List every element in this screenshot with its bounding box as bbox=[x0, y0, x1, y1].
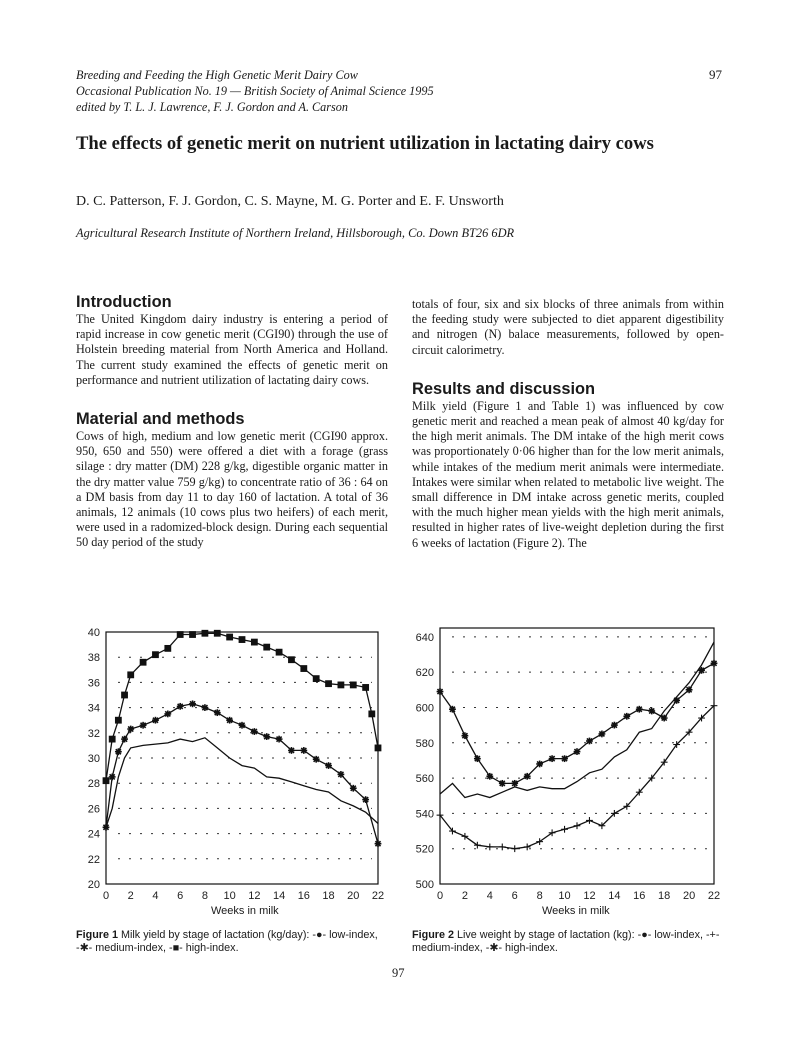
introduction-text: The United Kingdom dairy industry is entering a period of rapid increase in cow genetic merit (CGI90) through the use of Holstein breeding material from North America and Holland. The current study examined the effects of genetic merit on performance and nutrient utilization of lactating dairy cows. bbox=[76, 312, 388, 387]
data-point-high-index bbox=[599, 731, 606, 738]
x-tick-label: 12 bbox=[248, 890, 261, 902]
data-point-high-index bbox=[368, 711, 375, 718]
data-point-medium-index bbox=[127, 726, 134, 733]
data-point-high-index bbox=[586, 738, 593, 745]
y-tick-label: 40 bbox=[87, 627, 100, 639]
data-point-high-index bbox=[263, 644, 270, 651]
data-point-medium-index bbox=[202, 704, 209, 711]
series-low-index bbox=[440, 642, 714, 797]
data-point-high-index bbox=[164, 645, 171, 652]
plot-frame bbox=[106, 632, 378, 884]
left-column bbox=[76, 293, 388, 551]
page-number-top: 97 bbox=[709, 67, 722, 82]
data-point-medium-index bbox=[362, 796, 369, 803]
x-tick-label: 14 bbox=[272, 890, 286, 902]
figure-2-xlabel: Weeks in milk bbox=[542, 905, 610, 917]
y-tick-label: 36 bbox=[87, 677, 100, 690]
data-point-high-index bbox=[313, 675, 320, 682]
x-tick-label: 12 bbox=[583, 890, 596, 902]
x-tick-label: 18 bbox=[322, 890, 335, 902]
data-point-high-index bbox=[202, 630, 209, 637]
data-point-medium-index bbox=[115, 748, 122, 755]
y-tick-label: 560 bbox=[415, 773, 434, 786]
data-point-high-index bbox=[375, 745, 382, 752]
data-point-medium-index bbox=[375, 840, 382, 847]
results-heading: Results and discussion bbox=[412, 379, 596, 398]
introduction-heading: Introduction bbox=[76, 293, 172, 311]
data-point-high-index bbox=[251, 639, 258, 646]
x-tick-label: 10 bbox=[223, 890, 236, 902]
data-point-high-index bbox=[623, 713, 630, 720]
data-point-high-index bbox=[449, 706, 456, 713]
x-tick-label: 8 bbox=[201, 890, 208, 902]
x-tick-label: 20 bbox=[347, 890, 360, 902]
data-point-high-index bbox=[511, 780, 518, 787]
data-point-medium-index bbox=[325, 762, 332, 769]
data-point-medium-index bbox=[338, 771, 345, 778]
data-point-medium-index bbox=[288, 747, 295, 754]
data-point-high-index bbox=[226, 634, 233, 641]
data-point-high-index bbox=[300, 665, 307, 672]
figure-1-chart bbox=[70, 618, 400, 903]
data-point-medium-index bbox=[177, 703, 184, 710]
x-tick-label: 0 bbox=[436, 890, 444, 902]
x-tick-label: 18 bbox=[658, 890, 671, 902]
data-point-high-index bbox=[109, 736, 116, 743]
series-line-high-index bbox=[440, 663, 714, 783]
data-point-high-index bbox=[362, 684, 369, 691]
y-tick-label: 24 bbox=[87, 828, 100, 841]
data-point-medium-index bbox=[276, 736, 283, 743]
data-point-high-index bbox=[152, 651, 159, 658]
y-tick-label: 28 bbox=[87, 778, 100, 791]
methods-text: Cows of high, medium and low genetic merit (CGI90 approx. 950, 650 and 550) were offered a diet with a forage (grass silage : dry matter (DM) 228 g/kg, digestible organic matter in the dry matter value 759 g/kg) to concentrate ratio of 36 : 64 on a DM basis from day 11 to day 160 of lactation. A total of 36 animals, 12 animals (10 cows plus two heifers) of each merit, were used in a radomized-block design. During each sequential 50 day period of the study bbox=[76, 429, 388, 550]
data-point-high-index bbox=[499, 780, 506, 787]
data-point-high-index bbox=[437, 688, 444, 695]
figure-2-caption-text: Live weight by stage of lactation (kg): -●- low-index, -+- medium-index, -✱- high-index. bbox=[412, 929, 720, 954]
x-tick-label: 16 bbox=[297, 890, 310, 902]
data-point-medium-index bbox=[263, 733, 270, 740]
x-tick-label: 4 bbox=[152, 890, 159, 902]
series-high-index bbox=[437, 660, 718, 787]
x-tick-label: 14 bbox=[608, 890, 621, 902]
y-tick-label: 30 bbox=[87, 753, 100, 765]
data-point-medium-index bbox=[574, 822, 581, 829]
running-header-line-3: edited by T. L. J. Lawrence, F. J. Gordon and A. Carson bbox=[76, 100, 348, 114]
data-point-high-index bbox=[711, 660, 718, 667]
data-point-medium-index bbox=[586, 817, 593, 824]
x-tick-label: 10 bbox=[558, 890, 571, 902]
data-point-medium-index bbox=[214, 709, 221, 716]
figure-1-caption bbox=[76, 929, 396, 955]
figure-2-caption bbox=[412, 929, 732, 955]
data-point-high-index bbox=[325, 680, 332, 687]
figure-2-svg bbox=[404, 618, 734, 903]
y-tick-label: 32 bbox=[87, 727, 100, 740]
y-tick-label: 600 bbox=[415, 702, 434, 715]
data-point-medium-index bbox=[251, 728, 258, 735]
figure-1-caption-text: Milk yield by stage of lactation (kg/day): -●- low-index, -✱- medium-index, -■- high-index. bbox=[76, 929, 378, 954]
data-point-medium-index bbox=[511, 845, 518, 852]
series-medium-index bbox=[103, 700, 382, 847]
y-tick-label: 620 bbox=[415, 667, 434, 680]
data-point-high-index bbox=[140, 659, 147, 666]
data-point-high-index bbox=[350, 682, 357, 689]
series-line-high-index bbox=[106, 633, 378, 780]
figure-1-caption-label: Figure 1 bbox=[76, 929, 118, 941]
data-point-medium-index bbox=[152, 717, 159, 724]
y-tick-label: 520 bbox=[415, 843, 434, 856]
y-tick-label: 20 bbox=[87, 879, 100, 891]
data-point-high-index bbox=[189, 631, 196, 638]
y-tick-label: 540 bbox=[415, 808, 434, 821]
y-tick-label: 640 bbox=[415, 631, 434, 644]
series-line-low-index bbox=[106, 738, 378, 828]
data-point-high-index bbox=[611, 722, 618, 729]
data-point-high-index bbox=[288, 656, 295, 663]
data-point-high-index bbox=[686, 686, 693, 693]
series-line-low-index bbox=[440, 642, 714, 797]
x-tick-label: 22 bbox=[371, 890, 385, 902]
x-tick-label: 2 bbox=[127, 890, 134, 902]
data-point-high-index bbox=[239, 636, 246, 643]
data-point-high-index bbox=[673, 697, 680, 704]
y-tick-label: 34 bbox=[87, 702, 100, 715]
running-header-line-1: Breeding and Feeding the High Genetic Merit Dairy Cow bbox=[76, 68, 358, 82]
data-point-high-index bbox=[462, 732, 469, 739]
x-tick-label: 0 bbox=[102, 890, 110, 902]
y-tick-label: 500 bbox=[415, 879, 434, 891]
data-point-medium-index bbox=[103, 824, 110, 831]
data-point-medium-index bbox=[239, 722, 246, 729]
data-point-medium-index bbox=[121, 736, 128, 743]
data-point-medium-index bbox=[350, 785, 357, 792]
data-point-medium-index bbox=[109, 774, 116, 781]
affiliation: Agricultural Research Institute of Northern Ireland, Hillsborough, Co. Down BT26 6DR bbox=[76, 226, 515, 240]
data-point-high-index bbox=[214, 630, 221, 637]
data-point-high-index bbox=[486, 773, 493, 780]
data-point-medium-index bbox=[140, 722, 147, 729]
series-medium-index bbox=[437, 702, 718, 852]
figure-2-chart bbox=[404, 618, 734, 903]
data-point-high-index bbox=[276, 649, 283, 656]
series-high-index bbox=[103, 630, 382, 784]
data-point-high-index bbox=[648, 708, 655, 715]
figure-2-caption-label: Figure 2 bbox=[412, 929, 454, 941]
data-point-high-index bbox=[338, 682, 345, 689]
y-tick-label: 38 bbox=[87, 652, 100, 665]
data-point-medium-index bbox=[499, 844, 506, 851]
x-tick-label: 16 bbox=[633, 890, 646, 902]
page-number-bottom: 97 bbox=[392, 966, 405, 980]
data-point-medium-index bbox=[524, 844, 531, 851]
data-point-high-index bbox=[536, 761, 543, 768]
data-point-medium-index bbox=[561, 826, 568, 833]
x-tick-label: 6 bbox=[511, 890, 518, 902]
methods-text-continued: totals of four, six and six blocks of three animals from within the feeding study were subjected to diet apparent digestibility and nitrogen (N) balace measurements, followed by open-circuit calorimetry. bbox=[412, 297, 724, 357]
data-point-medium-index bbox=[189, 700, 196, 707]
data-point-high-index bbox=[474, 755, 481, 762]
data-point-high-index bbox=[115, 717, 122, 724]
x-tick-label: 6 bbox=[177, 890, 184, 902]
figure-1-svg bbox=[70, 618, 400, 903]
results-text: Milk yield (Figure 1 and Table 1) was influenced by cow genetic merit and reached a mean peak of almost 40 kg/day for the high merit animals. The DM intake of the high merit cows was proportionately 0·06 higher than for the low merit animals, while intakes of the medium merit animals were intermediate. Intakes were similar when related to metabolic live weight. The small difference in DM intake across genetic merits, coupled with the much higher mean yields with the high merit animals, resulted in higher rates of live-weight depletion during the first 6 weeks of lactation (Figure 2). The bbox=[412, 398, 724, 550]
data-point-high-index bbox=[636, 706, 643, 713]
data-point-high-index bbox=[524, 773, 531, 780]
paper-title: The effects of genetic merit on nutrient utilization in lactating dairy cows bbox=[76, 133, 654, 154]
x-tick-label: 2 bbox=[461, 890, 468, 902]
data-point-high-index bbox=[127, 671, 134, 678]
data-point-high-index bbox=[177, 631, 184, 638]
data-point-medium-index bbox=[313, 756, 320, 763]
data-point-medium-index bbox=[486, 844, 493, 851]
data-point-high-index bbox=[121, 692, 128, 699]
methods-heading: Material and methods bbox=[76, 410, 245, 429]
x-tick-label: 4 bbox=[486, 890, 493, 902]
data-point-high-index bbox=[549, 755, 556, 762]
data-point-medium-index bbox=[300, 747, 307, 754]
x-tick-label: 20 bbox=[682, 890, 696, 902]
y-tick-label: 22 bbox=[87, 853, 100, 866]
right-column bbox=[412, 297, 724, 551]
data-point-high-index bbox=[103, 777, 110, 784]
y-tick-label: 26 bbox=[87, 803, 100, 816]
data-point-medium-index bbox=[164, 711, 171, 718]
series-low-index bbox=[106, 738, 378, 828]
y-tick-label: 580 bbox=[415, 737, 434, 750]
x-tick-label: 8 bbox=[536, 890, 543, 902]
data-point-medium-index bbox=[226, 717, 233, 724]
data-point-high-index bbox=[661, 715, 668, 722]
x-tick-label: 22 bbox=[707, 890, 721, 902]
running-header-line-2: Occasional Publication No. 19 — British Society of Animal Science 1995 bbox=[76, 84, 434, 98]
authors: D. C. Patterson, F. J. Gordon, C. S. Mayne, M. G. Porter and E. F. Unsworth bbox=[76, 194, 504, 209]
data-point-high-index bbox=[574, 748, 581, 755]
data-point-high-index bbox=[561, 755, 568, 762]
figure-1-xlabel: Weeks in milk bbox=[211, 905, 279, 917]
data-point-high-index bbox=[698, 667, 705, 674]
